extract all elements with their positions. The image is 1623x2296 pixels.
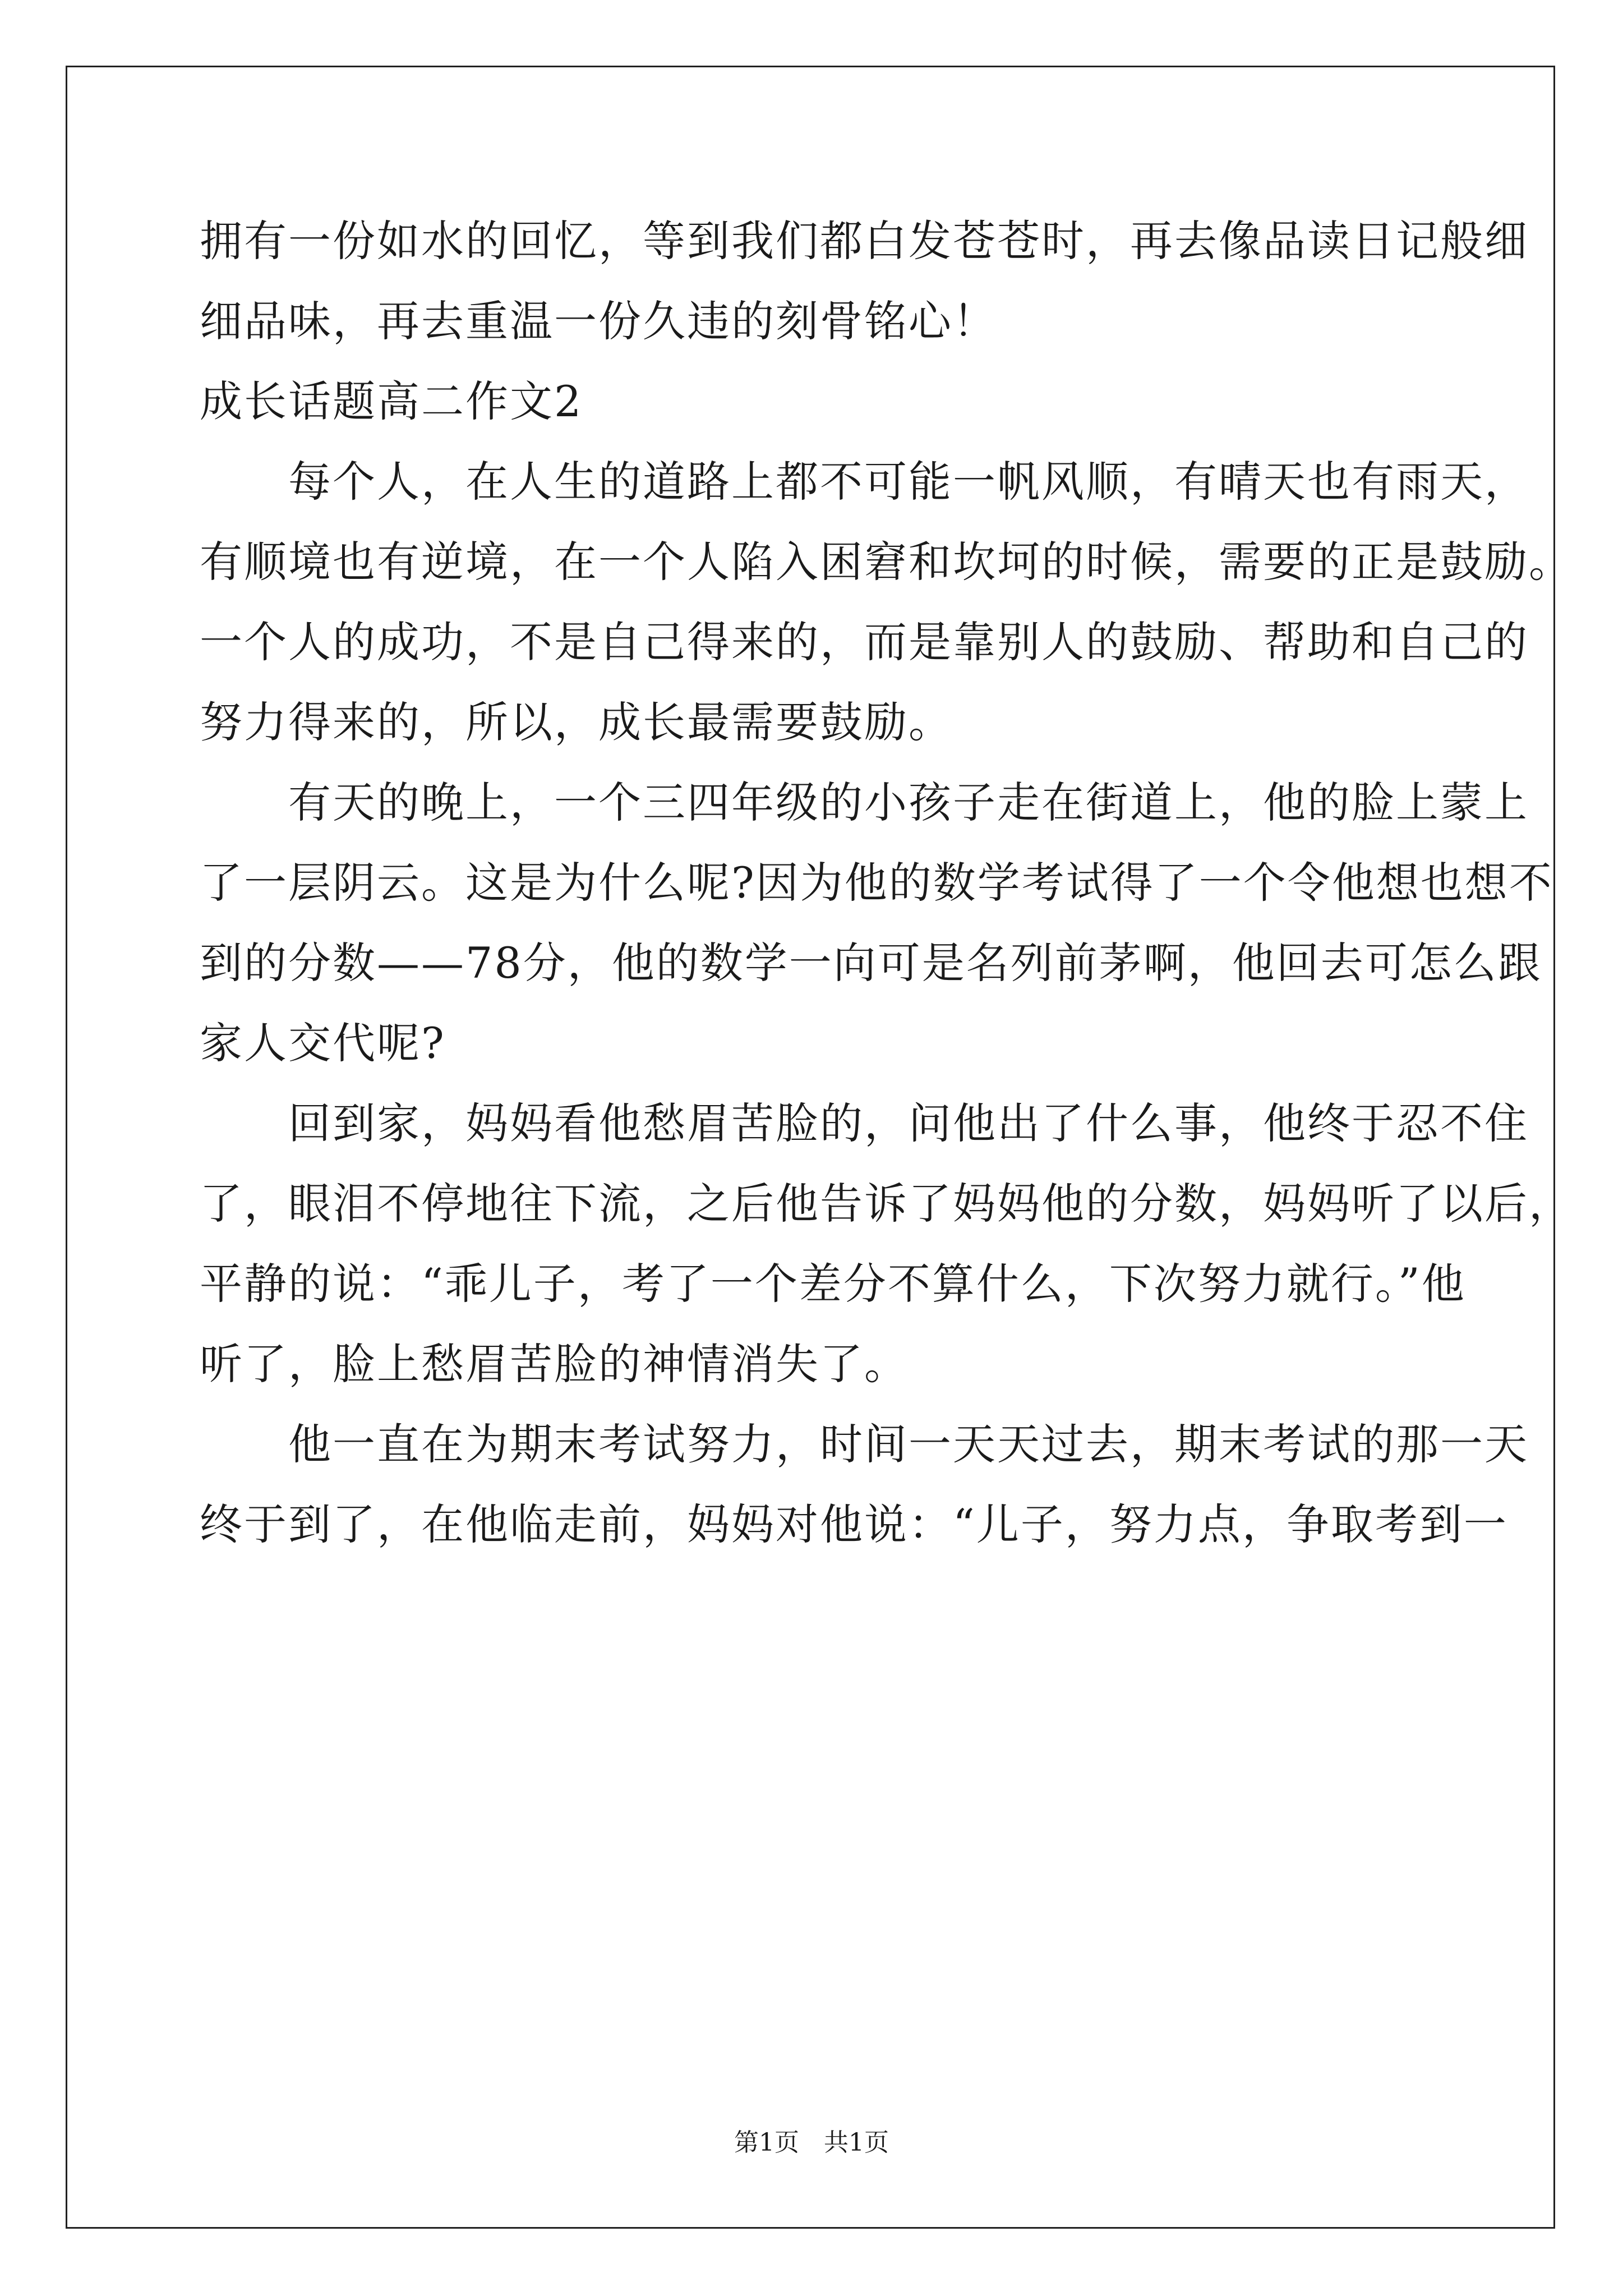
text-line: 他一直在为期末考试努力，时间一天天过去，期末考试的那一天 (200, 1419, 1529, 1469)
text-line: 终于到了，在他临走前，妈妈对他说：“儿子，努力点，争取考到一 (200, 1499, 1508, 1549)
text-line: 有顺境也有逆境，在一个人陷入困窘和坎坷的时候，需要的正是鼓励。 (200, 537, 1573, 587)
text-line: 有天的晚上，一个三四年级的小孩子走在街道上，他的脸上蒙上 (200, 777, 1529, 827)
text-line: 到的分数——78分，他的数学一向可是名列前茅啊，他回去可怎么跟 (200, 938, 1542, 988)
text-line: 回到家，妈妈看他愁眉苦脸的，问他出了什么事，他终于忍不住 (200, 1098, 1529, 1148)
text-line: 细品味，再去重温一份久违的刻骨铭心！ (200, 296, 997, 346)
text-line: 一个人的成功，不是自己得来的，而是靠别人的鼓励、帮助和自己的 (200, 617, 1529, 667)
page-number: 第1页 共1页 (734, 2128, 889, 2157)
text-line: 听了，脸上愁眉苦脸的神情消失了。 (200, 1339, 909, 1389)
text-line: 拥有一份如水的回忆，等到我们都白发苍苍时，再去像品读日记般细 (200, 216, 1529, 266)
text-line: 努力得来的，所以，成长最需要鼓励。 (200, 697, 953, 747)
text-line: 了一层阴云。这是为什么呢?因为他的数学考试得了一个令他想也想不 (200, 858, 1553, 908)
text-line: 家人交代呢? (200, 1018, 446, 1068)
text-line: 了，眼泪不停地往下流，之后他告诉了妈妈他的分数，妈妈听了以后， (200, 1179, 1573, 1228)
text-line: 平静的说：“乖儿子，考了一个差分不算什么，下次努力就行。”他 (200, 1259, 1466, 1309)
text-line: 每个人，在人生的道路上都不可能一帆风顺，有晴天也有雨天， (200, 457, 1529, 507)
section-heading: 成长话题高二作文2 (200, 376, 583, 426)
